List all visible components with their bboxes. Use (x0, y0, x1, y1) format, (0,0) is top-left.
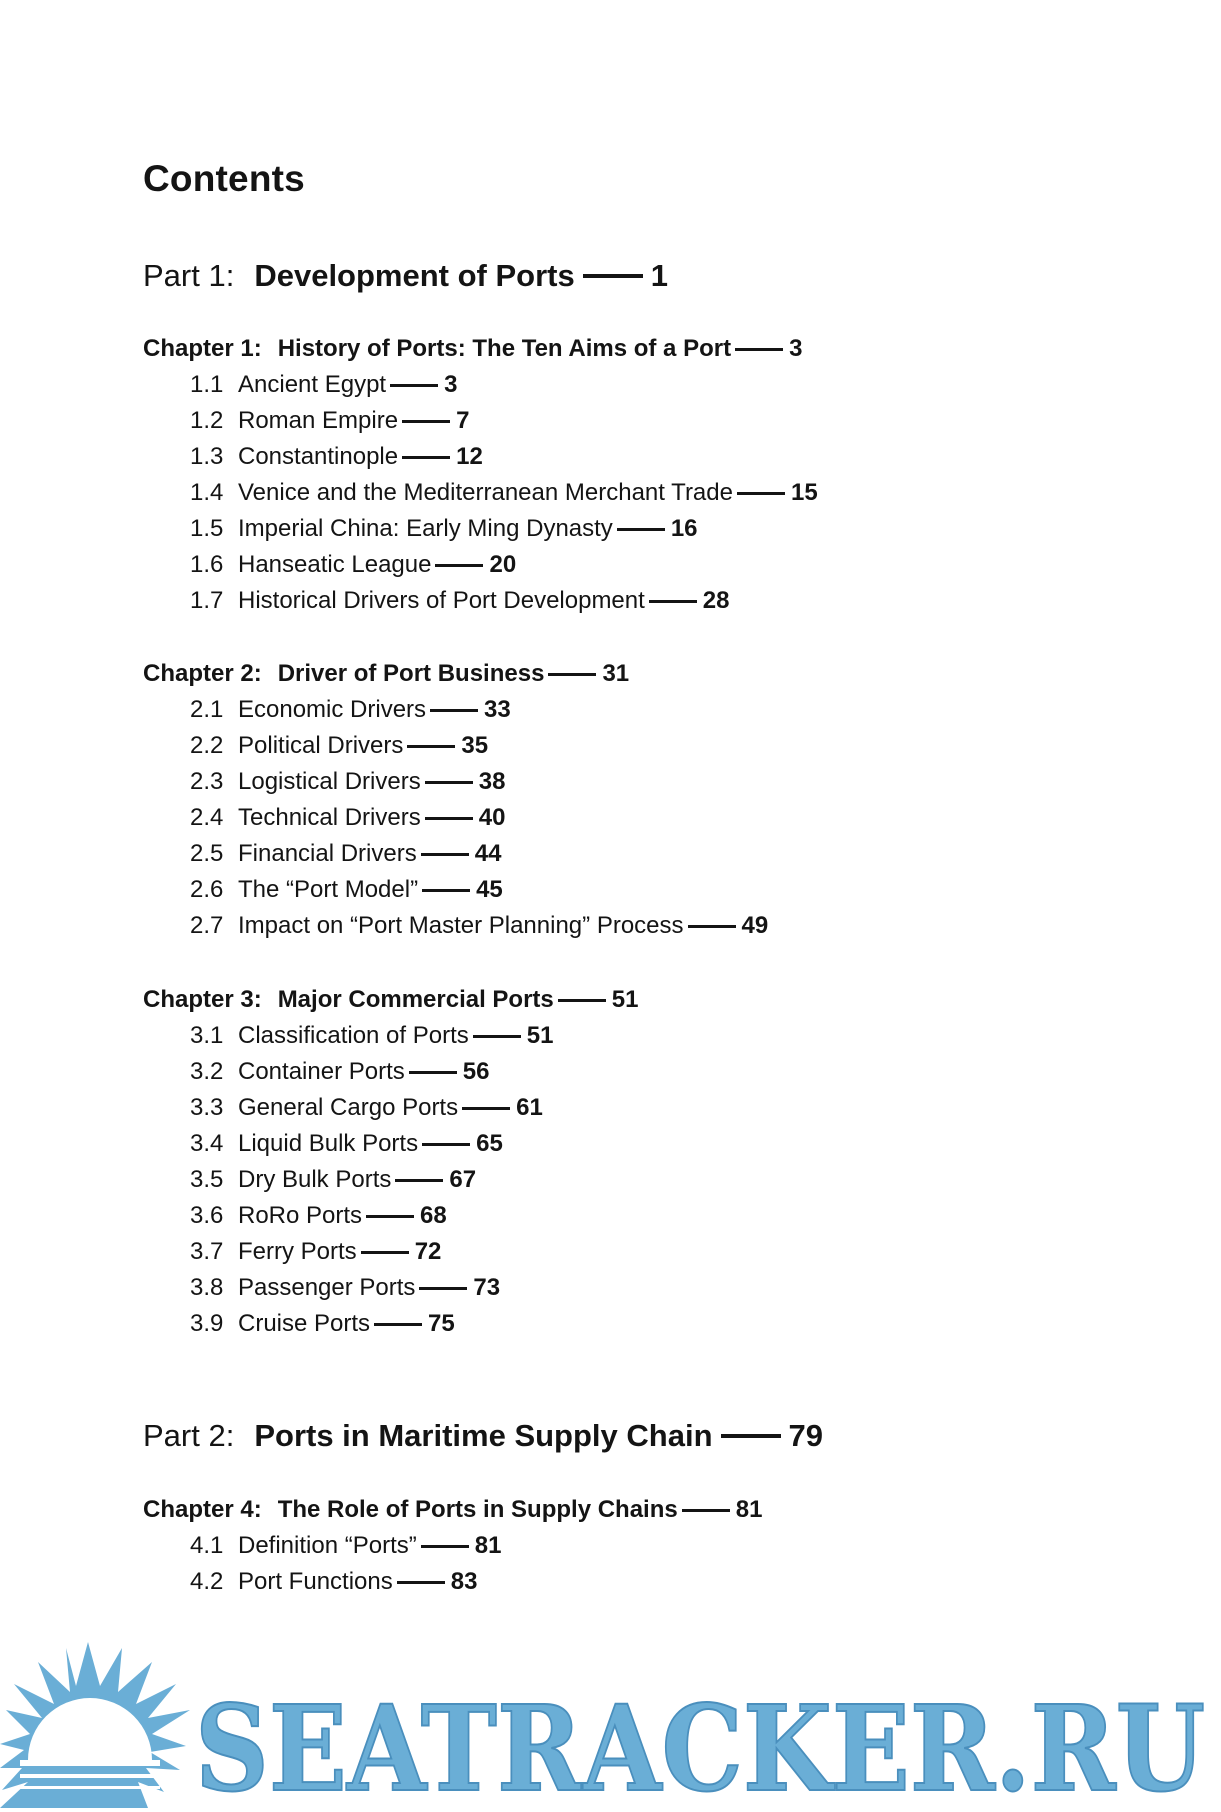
leader-dash (737, 492, 785, 495)
toc-section-2-6[interactable] (190, 876, 503, 904)
section-title: Port Functions (238, 1568, 393, 1595)
chapter-title: Major Commercial Ports (277, 986, 554, 1013)
section-title: Political Drivers (238, 732, 404, 759)
leader-dash (409, 1071, 457, 1074)
toc-section-2-7[interactable] (190, 912, 768, 940)
page-number: 72 (414, 1238, 442, 1265)
page-number: 16 (670, 515, 698, 542)
page-number: 81 (474, 1532, 502, 1559)
toc-section-1-6[interactable] (190, 551, 516, 579)
page-number: 75 (428, 1310, 455, 1337)
section-number: 1.7 (190, 587, 224, 614)
leader-dash (402, 420, 450, 423)
section-number: 1.6 (190, 551, 224, 578)
chapter-title: Driver of Port Business (277, 660, 545, 687)
toc-chapter-3[interactable] (143, 986, 638, 1014)
sun-logo-icon (0, 1642, 190, 1808)
page-number: 65 (476, 1130, 503, 1157)
page-number: 20 (489, 551, 517, 578)
leader-dash (462, 1107, 510, 1110)
page-number: 67 (449, 1166, 477, 1193)
section-number: 3.4 (190, 1130, 224, 1157)
page-number: 7 (456, 407, 470, 434)
section-number: 2.7 (190, 912, 224, 939)
toc-section-2-3[interactable] (190, 768, 505, 796)
page-number: 40 (478, 804, 506, 831)
toc-chapter-1[interactable] (143, 335, 802, 363)
leader-dash (425, 817, 473, 820)
toc-section-1-3[interactable] (190, 443, 483, 471)
section-number: 1.3 (190, 443, 224, 470)
section-title: Logistical Drivers (238, 768, 421, 795)
toc-section-3-2[interactable] (190, 1058, 489, 1086)
leader-dash (430, 709, 478, 712)
chapter-label: Chapter 2: (143, 660, 262, 687)
page-number: 51 (526, 1022, 554, 1049)
toc-section-1-2[interactable] (190, 407, 469, 435)
toc-part-2[interactable] (143, 1418, 823, 1454)
section-title: Financial Drivers (238, 840, 417, 867)
page-number: 73 (473, 1274, 501, 1301)
section-title: Historical Drivers of Port Development (238, 587, 645, 614)
section-number: 3.6 (190, 1202, 224, 1229)
leader-dash (435, 564, 483, 567)
toc-section-1-5[interactable] (190, 515, 698, 543)
section-title: Classification of Ports (238, 1022, 469, 1049)
toc-section-3-8[interactable] (190, 1274, 500, 1302)
page-number: 49 (741, 912, 769, 939)
part-label: Part 1: (143, 258, 235, 293)
section-number: 3.1 (190, 1022, 224, 1049)
section-title: General Cargo Ports (238, 1094, 459, 1121)
section-number: 3.8 (190, 1274, 224, 1301)
page-number: 79 (788, 1418, 823, 1453)
leader-dash (390, 384, 438, 387)
toc-section-3-7[interactable] (190, 1238, 441, 1266)
page-number: 61 (516, 1094, 543, 1121)
section-number: 1.2 (190, 407, 224, 434)
leader-dash (617, 528, 665, 531)
section-title: Roman Empire (238, 407, 399, 434)
chapter-label: Chapter 4: (143, 1496, 262, 1523)
toc-section-2-2[interactable] (190, 732, 488, 760)
toc-chapter-2[interactable] (143, 660, 629, 688)
section-number: 2.5 (190, 840, 224, 867)
section-title: Passenger Ports (238, 1274, 416, 1301)
section-title: Constantinople (238, 443, 399, 470)
toc-section-1-7[interactable] (190, 587, 730, 615)
section-title: Impact on “Port Master Planning” Process (238, 912, 684, 939)
toc-section-1-1[interactable] (190, 371, 457, 399)
leader-dash (361, 1251, 409, 1254)
leader-dash (397, 1581, 445, 1584)
watermark-text: SEATRACKER.RU (195, 1679, 1205, 1812)
page-number: 44 (474, 840, 502, 867)
toc-section-3-6[interactable] (190, 1202, 447, 1230)
section-number: 3.9 (190, 1310, 224, 1337)
toc-section-1-4[interactable] (190, 479, 818, 507)
toc-section-3-3[interactable] (190, 1094, 543, 1122)
section-number: 3.3 (190, 1094, 224, 1121)
section-number: 2.4 (190, 804, 224, 831)
toc-section-3-4[interactable] (190, 1130, 503, 1158)
section-number: 4.2 (190, 1568, 224, 1595)
part-label: Part 2: (143, 1418, 235, 1453)
leader-dash (649, 600, 697, 603)
leader-dash (583, 274, 643, 278)
page-number: 68 (420, 1202, 447, 1229)
section-title: The “Port Model” (238, 876, 419, 903)
leader-dash (473, 1035, 521, 1038)
toc-section-3-9[interactable] (190, 1310, 455, 1338)
toc-section-2-4[interactable] (190, 804, 505, 832)
toc-part-1[interactable] (143, 258, 668, 294)
page-number: 1 (650, 258, 668, 293)
leader-dash (407, 745, 455, 748)
section-number: 2.2 (190, 732, 224, 759)
section-title: Venice and the Mediterranean Merchant Trade (238, 479, 733, 506)
toc-section-2-1[interactable] (190, 696, 511, 724)
leader-dash (422, 889, 470, 892)
section-title: Ferry Ports (238, 1238, 357, 1265)
section-number: 2.6 (190, 876, 224, 903)
leader-dash (374, 1323, 422, 1326)
section-number: 1.4 (190, 479, 224, 506)
leader-dash (395, 1179, 443, 1182)
chapter-title: History of Ports: The Ten Aims of a Port (277, 335, 732, 362)
section-title: Technical Drivers (238, 804, 421, 831)
leader-dash (548, 673, 596, 676)
page-number: 38 (478, 768, 506, 795)
page-number: 83 (450, 1568, 478, 1595)
section-number: 3.5 (190, 1166, 224, 1193)
section-title: Hanseatic League (238, 551, 432, 578)
page-number: 15 (790, 479, 818, 506)
section-title: Container Ports (238, 1058, 405, 1085)
chapter-label: Chapter 3: (143, 986, 262, 1013)
part-title: Ports in Maritime Supply Chain (254, 1418, 713, 1453)
toc-section-3-5[interactable] (190, 1166, 476, 1194)
toc-section-2-5[interactable] (190, 840, 501, 868)
toc-chapter-4[interactable] (143, 1496, 762, 1524)
page-number: 3 (444, 371, 458, 398)
section-number: 1.1 (190, 371, 224, 398)
toc-section-3-1[interactable] (190, 1022, 553, 1050)
section-title: Definition “Ports” (238, 1532, 417, 1559)
section-title: Ancient Egypt (238, 371, 387, 398)
page-number: 45 (476, 876, 503, 903)
toc-section-4-2[interactable] (190, 1568, 477, 1596)
part-title: Development of Ports (254, 258, 575, 293)
section-number: 2.3 (190, 768, 224, 795)
seatracker-watermark (0, 1640, 1221, 1812)
chapter-label: Chapter 1: (143, 335, 262, 362)
leader-dash (366, 1215, 414, 1218)
page-number: 3 (789, 335, 803, 362)
section-title: Dry Bulk Ports (238, 1166, 392, 1193)
page-number: 31 (602, 660, 630, 687)
section-number: 3.7 (190, 1238, 224, 1265)
section-number: 2.1 (190, 696, 224, 723)
page-title: Contents (143, 158, 305, 199)
leader-dash (688, 925, 736, 928)
leader-dash (422, 1143, 470, 1146)
page-number: 51 (611, 986, 639, 1013)
page-number: 12 (456, 443, 483, 470)
section-number: 3.2 (190, 1058, 224, 1085)
leader-dash (425, 781, 473, 784)
page-number: 28 (702, 587, 730, 614)
section-title: Imperial China: Early Ming Dynasty (238, 515, 613, 542)
leader-dash (421, 1545, 469, 1548)
page-number: 35 (461, 732, 489, 759)
section-number: 4.1 (190, 1532, 224, 1559)
section-title: Economic Drivers (238, 696, 427, 723)
page-number: 56 (462, 1058, 490, 1085)
section-title: RoRo Ports (238, 1202, 363, 1229)
section-title: Cruise Ports (238, 1310, 371, 1337)
chapter-title: The Role of Ports in Supply Chains (277, 1496, 678, 1523)
section-number: 1.5 (190, 515, 224, 542)
page-number: 81 (735, 1496, 763, 1523)
toc-section-4-1[interactable] (190, 1532, 501, 1560)
leader-dash (421, 853, 469, 856)
leader-dash (402, 456, 450, 459)
leader-dash (682, 1509, 730, 1512)
leader-dash (558, 999, 606, 1002)
leader-dash (721, 1434, 781, 1438)
section-title: Liquid Bulk Ports (238, 1130, 419, 1157)
leader-dash (735, 348, 783, 351)
page-number: 33 (484, 696, 511, 723)
leader-dash (419, 1287, 467, 1290)
